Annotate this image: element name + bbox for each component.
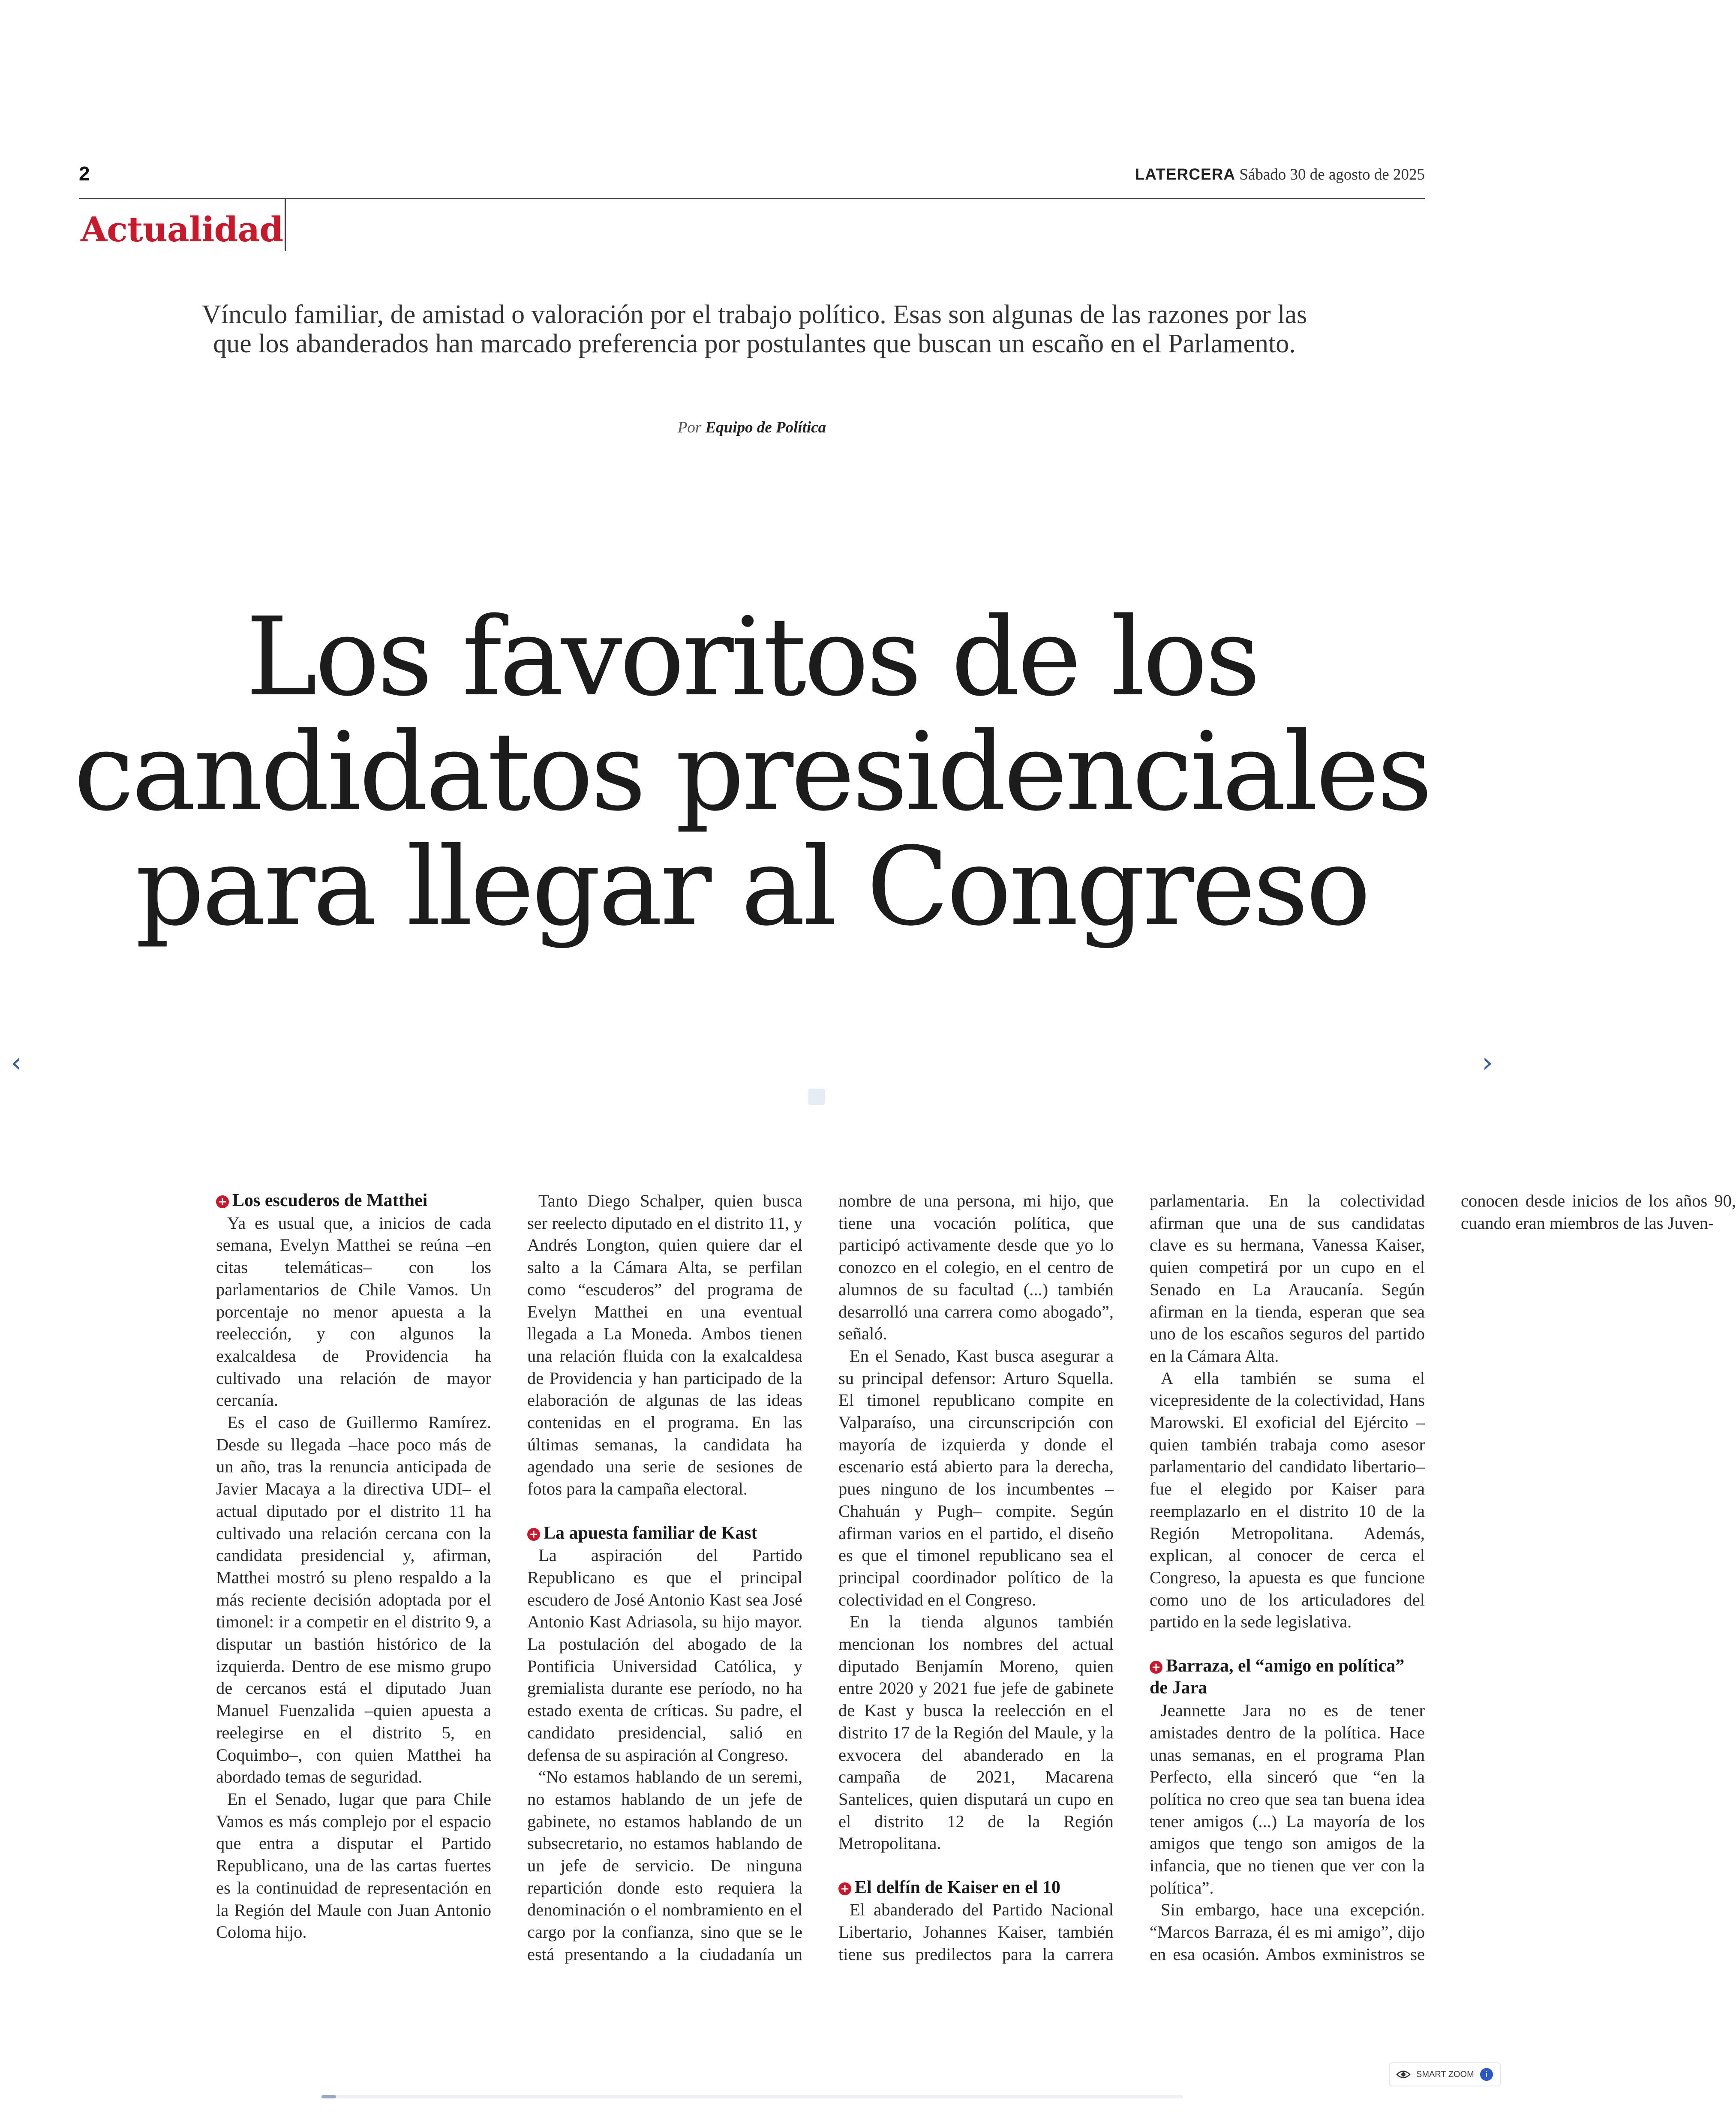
article-body: [216, 1190, 1736, 1974]
byline: [0, 418, 1504, 437]
smart-zoom-label: SMART ZOOM: [1416, 2069, 1474, 2079]
body-paragraph: Tanto Diego Schalper, quien busca ser reelecto diputado en el distrito 11, y Andrés Longton, quien quiere dar el salto a la Cámara Alta, se perfilan como “escuderos” del programa de Evelyn Matthei en una eventual llegada a La Moneda. Ambos tienen una relación fluida con la exalcaldesa de Providencia y han participado de la elaboración de algunas de las ideas contenidas en el programa. En las últimas semanas, la candidata ha agendado una serie de sesiones de fotos para la campaña electoral.: [527, 1191, 802, 1499]
body-paragraph: El abanderado del Partido Nacional Libertario, Johannes Kaiser, también tiene sus predilectos para la carrera parlamentaria. En la colectividad afirman que una de sus candidatas clave es su hermana, Vanessa Kaiser, quien competirá por un cupo en el Senado en La Araucanía. Según afirman en la tienda, esperan que sea uno de los escaños seguros del partido en la Cámara Alta.: [838, 1191, 1425, 1964]
body-paragraph: A ella también se suma el vicepresidente de la colectividad, Hans Marowski. El exoficial del Ejército –quien también trabaja como asesor parlamentario del candidato libertario– fue el elegido por Kaiser para reemplazarlo en el distrito 10 de la Región Metropolitana. Además, explican, al conocer de cerca el Congreso, la apuesta es que funcione como uno de los articuladores del partido en la sede legislativa.: [1150, 1368, 1425, 1632]
header-rule: [79, 198, 1425, 199]
body-paragraph: Es el caso de Guillermo Ramírez. Desde su llegada –hace poco más de un año, tras la renuncia anticipada de Javier Macaya a la directiva UDI– el actual diputado por el distrito 11 ha cultivado una relación cercana con la candidata presidencial y, afirman, Matthei mostró su pleno respaldo a la más reciente decisión adoptada por el timonel: ir a competir en el distrito 9, a disputar un bastión histórico de la izquierda. Dentro de ese mismo grupo de cercanos está el diputado Juan Manuel Fuenzalida –quien apuesta a reelegirse en el distrito 5, en Coquimbo–, con quien Matthei ha abordado temas de seguridad.: [216, 1413, 491, 1787]
body-paragraph: “No estamos hablando de un seremi, no estamos hablando de un jefe de gabinete, no estamos hablando de un subsecretario, no estamos hablando de un jefe de servicio. De ninguna repartición donde esto requiera la denominación o el nombramiento en el cargo por la confianza, sino que se le está presentando a la ciudadanía un nombre de una persona, mi hijo, que tiene una vocación política, que participó activamente desde que yo lo conozco en el colegio, en el centro de alumnos de su facultad (...) también desarrolló una carrera como abogado”, señaló.: [527, 1191, 1114, 1964]
newspaper-brand: LATERCERA: [1135, 165, 1236, 183]
bullet-icon: +: [1150, 1661, 1162, 1674]
section-heading: + La apuesta familiar de Kast: [527, 1522, 802, 1545]
byline-author: Equipo de Política: [705, 419, 826, 436]
article-headline: Los favoritos de los candidatos presidenciales para llegar al Congreso: [73, 594, 1430, 950]
section-label: Actualidad: [81, 209, 283, 249]
byline-prefix: Por: [677, 419, 702, 436]
section-heading: + Barraza, el “amigo en política” de Jara: [1150, 1656, 1405, 1698]
section-heading: + Los escuderos de Matthei: [216, 1190, 491, 1212]
body-paragraph: Sin embargo, hace una excepción. “Marcos Barraza, él es mi amigo”, dijo en esa ocasión. Ambos exministros se conocen desde inicios de los años 90, cuando eran miembros de las Juven-: [1150, 1191, 1736, 1964]
body-paragraph: En el Senado, lugar que para Chile Vamos es más complejo por el espacio que entra a disputar el Partido Republicano, una de las cartas fuertes es la continuidad de representación en la Región del Maule con Juan Antonio Coloma hijo.: [216, 1789, 491, 1942]
body-paragraph: Jeannette Jara no es de tener amistades dentro de la política. Hace unas semanas, en el programa Plan Perfecto, ella sinceró que “en la política no creo que sea tan buena idea tener amigos (...) La mayoría de los amigos que tengo son amigos de la infancia, que no tienen que ver con la política”.: [1150, 1701, 1425, 1897]
body-paragraph: En el Senado, Kast busca asegurar a su principal defensor: Arturo Squella. El timonel republicano compite en Valparaíso, una circunscripción con mayoría de izquierda y donde el escenario está abierto para la derecha, pues ninguno de los incumbentes –Chahuán y Pugh– compite. Según afirman varios en el partido, el diseño es que el timonel republicano sea el principal coordinador político de la colectividad en el Congreso.: [838, 1346, 1114, 1609]
masthead: [1135, 165, 1425, 184]
scrollbar-thumb[interactable]: [321, 2095, 336, 2098]
body-paragraph: La aspiración del Partido Republicano es que el principal escudero de José Antonio Kast sea José Antonio Kast Adriasola, su hijo mayor. La postulación del abogado de la Pontificia Universidad Católica, y gremialista durante ese período, no ha estado exenta de críticas. Su padre, el candidato presidencial, salió en defensa de su aspiración al Congreso.: [527, 1546, 802, 1765]
smart-zoom-button[interactable]: [1389, 2062, 1501, 2086]
eye-icon: [1397, 2070, 1410, 2079]
info-badge[interactable]: i: [1480, 2068, 1493, 2081]
bullet-icon: +: [216, 1195, 229, 1208]
chevron-left-icon[interactable]: ‹: [11, 1047, 22, 1079]
horizontal-scrollbar[interactable]: [321, 2095, 1183, 2098]
section-heading: + El delfín de Kaiser en el 10: [838, 1877, 1114, 1899]
bullet-icon: +: [527, 1528, 540, 1541]
issue-date: Sábado 30 de agosto de 2025: [1239, 166, 1425, 183]
body-paragraph: En la tienda algunos también mencionan los nombres del actual diputado Benjamín Moreno, quien entre 2020 y 2021 fue jefe de gabinete de Kast y busca la reelección en el distrito 17 de la Región del Maule, y la exvocera del abanderado en la campaña de 2021, Macarena Santelices, quien disputará un cupo en el distrito 12 de la Región Metropolitana.: [838, 1612, 1114, 1853]
page-indicator[interactable]: [808, 1089, 825, 1105]
article-deck: Vínculo familiar, de amistad o valoración por el trabajo político. Esas son algunas de las razones por las que los abanderados han marcado preferencia por postulantes que buscan un escaño en el Parlamento.: [201, 300, 1307, 358]
bullet-icon: +: [838, 1882, 851, 1895]
section-divider: [285, 198, 286, 251]
body-paragraph: Ya es usual que, a inicios de cada semana, Evelyn Matthei se reúna –en citas telemáticas– con los parlamentarios de Chile Vamos. Un porcentaje no menor apuesta a la reelección, y con algunos la exalcaldesa de Providencia ha cultivado una relación de mayor cercanía.: [216, 1213, 491, 1410]
chevron-right-icon[interactable]: ›: [1482, 1047, 1493, 1079]
page-number: 2: [79, 162, 90, 185]
